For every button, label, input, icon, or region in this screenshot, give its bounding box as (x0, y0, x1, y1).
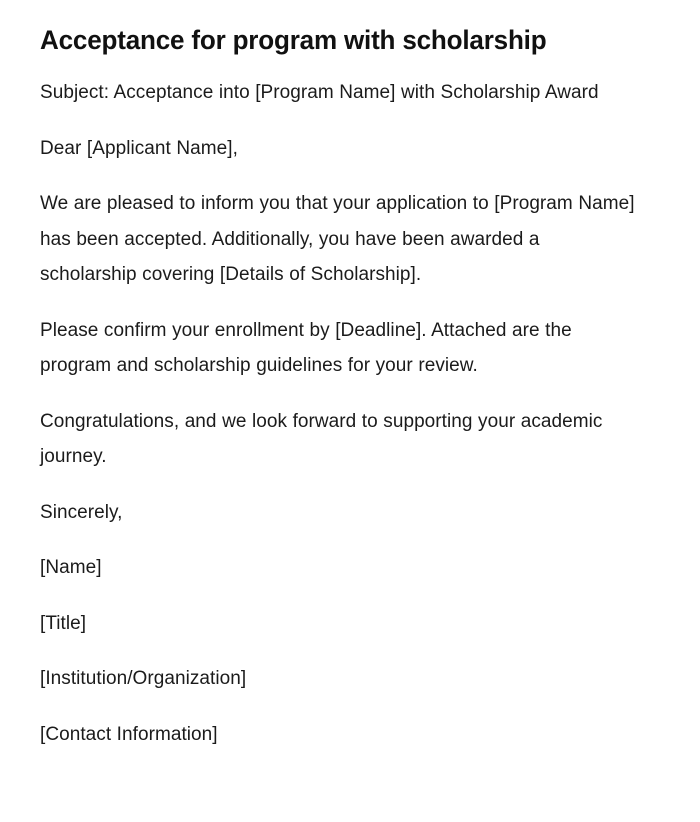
paragraph-closing: Sincerely, (40, 501, 123, 523)
paragraph-signature-contact: [Contact Information] (40, 723, 218, 745)
paragraph-salutation: Dear [Applicant Name], (40, 137, 238, 159)
paragraph-enrollment-instructions: Please confirm your enrollment by [Deadline]. Attached are the program and scholarship guidelines for your review. (40, 319, 572, 376)
paragraph-signature-institution: [Institution/Organization] (40, 668, 247, 689)
paragraph-signature-name: [Name] (40, 557, 102, 578)
paragraph-signature-title: [Title] (40, 612, 87, 634)
paragraph-acceptance-body: We are pleased to inform you that your application to [Program Name] has been accepted. Additionally, you have been awarded a scholarship covering [Details of Scholarship]. (40, 193, 635, 285)
page-title: Acceptance for program with scholarship (40, 25, 547, 55)
paragraph-congratulations: Congratulations, and we look forward to supporting your academic journey. (40, 410, 603, 467)
document-body (40, 75, 640, 752)
paragraph-subject-line: Subject: Acceptance into [Program Name] with Scholarship Award (40, 82, 599, 103)
